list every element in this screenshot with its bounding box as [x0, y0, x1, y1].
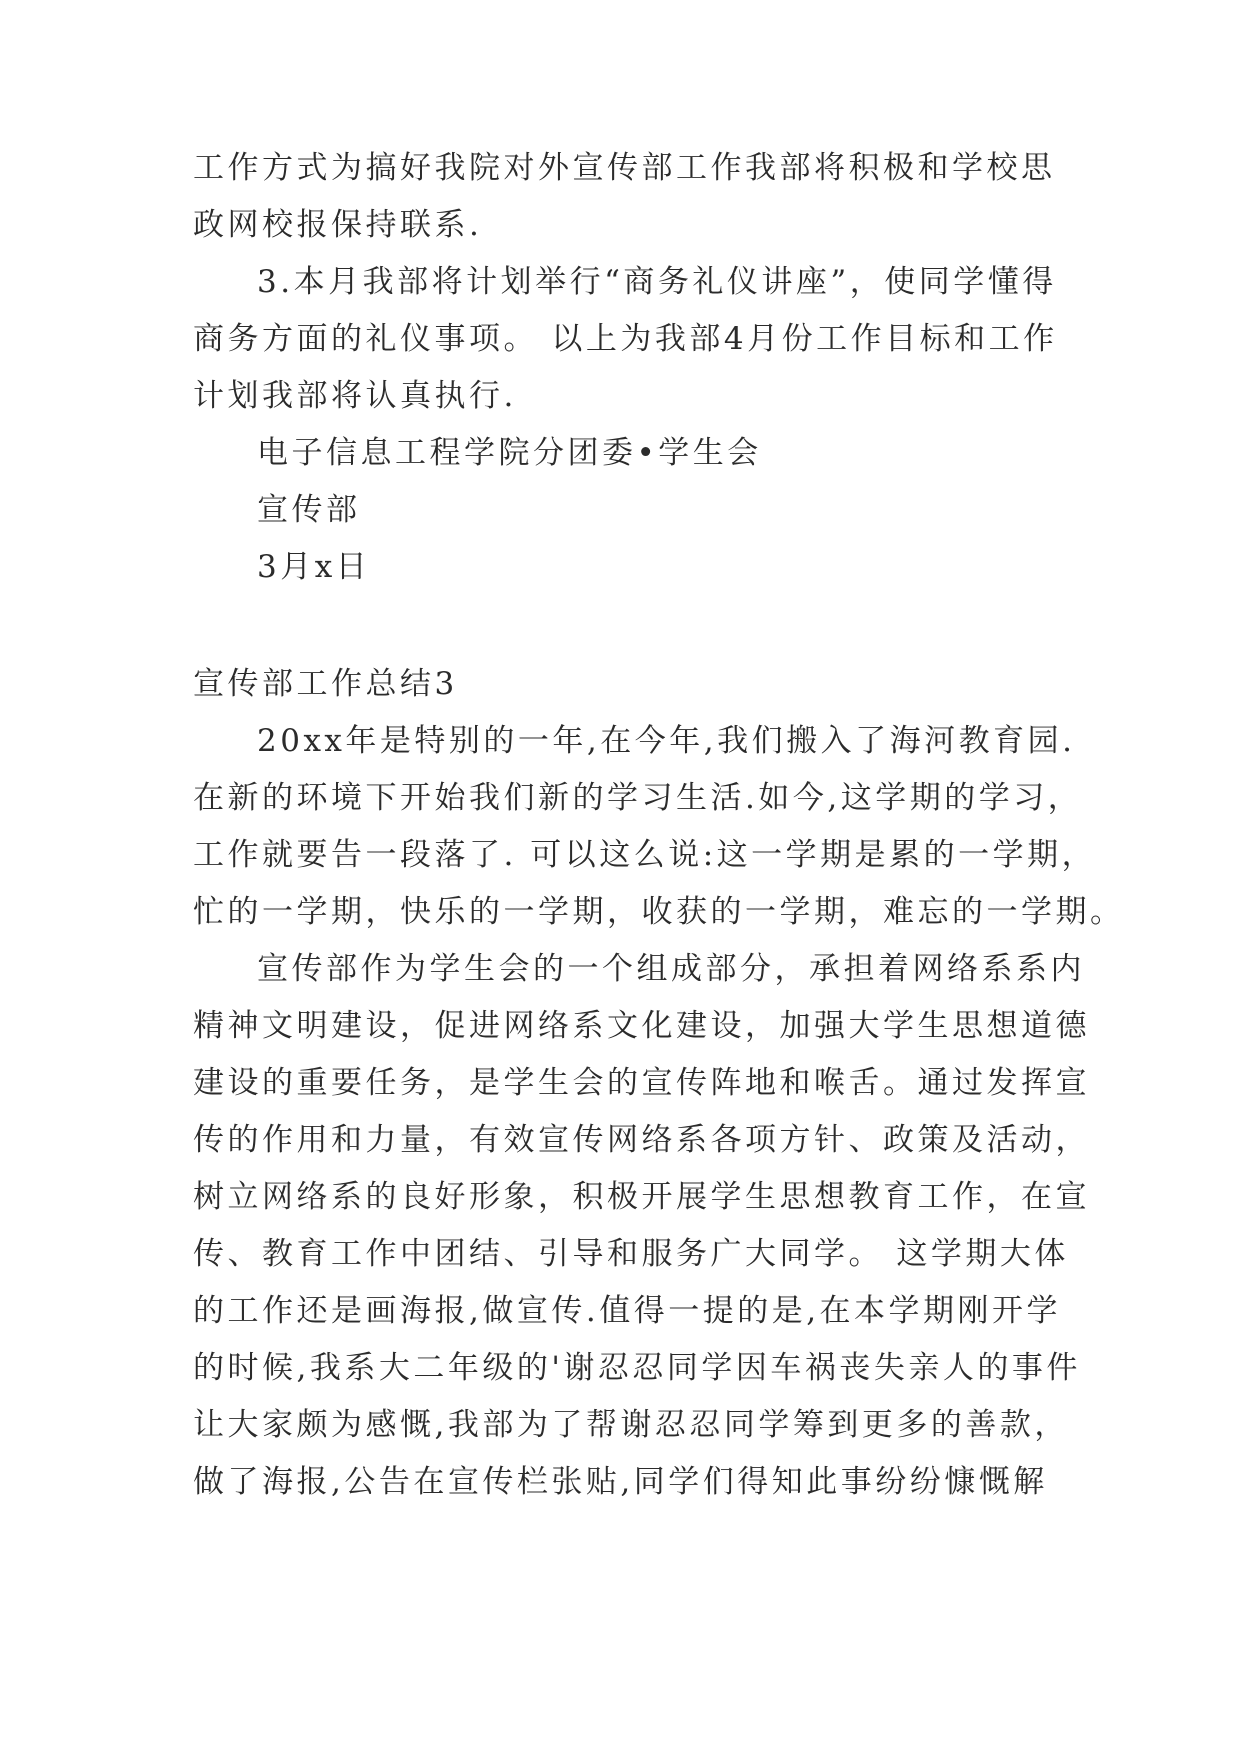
text-line: 建设的重要任务，是学生会的宣传阵地和喉舌。通过发挥宣	[193, 1065, 1090, 1101]
signature-dept: 宣传部	[257, 492, 361, 528]
text-line: 在新的环境下开始我们新的学习生活.如今,这学期的学习，	[193, 780, 1083, 816]
text-line: 的工作还是画海报,做宣传.值得一提的是,在本学期刚开学	[193, 1293, 1062, 1329]
text-line: 的时候,我系大二年级的'谢忍忍同学因车祸丧失亲人的事件	[193, 1350, 1081, 1386]
text-line: 传的作用和力量，有效宣传网络系各项方针、政策及活动，	[193, 1122, 1090, 1158]
section-title: 宣传部工作总结3	[193, 666, 458, 702]
text-line: 忙的一学期，快乐的一学期，收获的一学期，难忘的一学期。	[193, 894, 1125, 930]
text-line: 让大家颇为感慨,我部为了帮谢忍忍同学筹到更多的善款，	[193, 1407, 1069, 1443]
text-line: 传、教育工作中团结、引导和服务广大同学。 这学期大体	[193, 1236, 1069, 1272]
text-line: 工作就要告一段落了. 可以这么说:这一学期是累的一学期，	[193, 837, 1097, 873]
text-line: 商务方面的礼仪事项。 以上为我部4月份工作目标和工作	[193, 321, 1058, 357]
text-line: 精神文明建设，促进网络系文化建设，加强大学生思想道德	[193, 1008, 1090, 1044]
text-line: 政网校报保持联系.	[193, 207, 483, 243]
signature-org: 电子信息工程学院分团委•学生会	[257, 435, 762, 471]
text-line: 计划我部将认真执行.	[193, 378, 517, 414]
text-line: 工作方式为搞好我院对外宣传部工作我部将积极和学校思	[193, 150, 1056, 186]
signature-date: 3月x日	[257, 549, 371, 585]
text-line: 做了海报,公告在宣传栏张贴,同学们得知此事纷纷慷慨解	[193, 1464, 1048, 1500]
text-line: 20xx年是特别的一年,在今年,我们搬入了海河教育园.	[257, 723, 1076, 759]
text-line: 树立网络系的良好形象，积极开展学生思想教育工作，在宣	[193, 1179, 1090, 1215]
text-line: 3.本月我部将计划举行“商务礼仪讲座”，使同学懂得	[257, 264, 1057, 300]
text-line: 宣传部作为学生会的一个组成部分，承担着网络系系内	[257, 951, 1085, 987]
